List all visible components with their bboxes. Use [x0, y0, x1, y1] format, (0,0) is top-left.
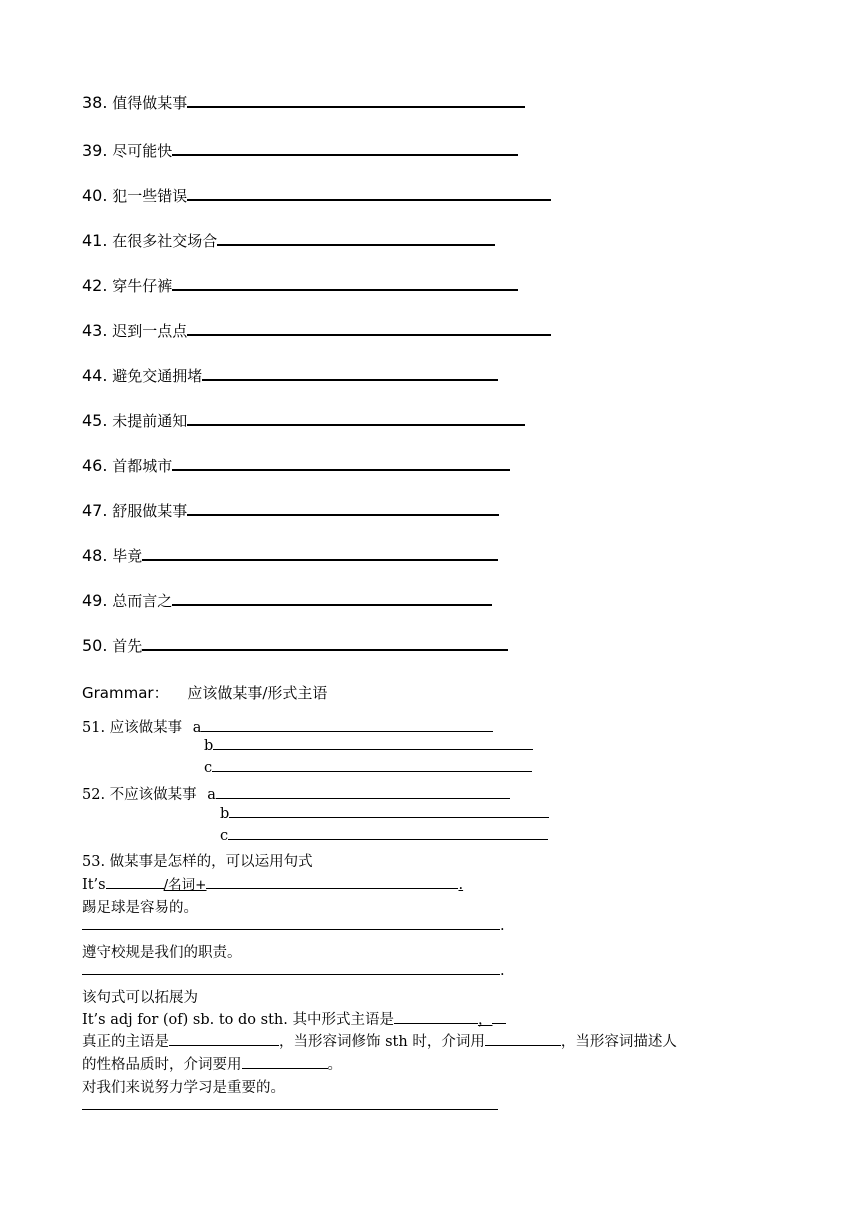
answer-blank[interactable] [206, 887, 458, 889]
answer-blank[interactable] [394, 1022, 478, 1024]
answer-blank[interactable] [187, 513, 499, 516]
answer-blank[interactable] [485, 1044, 561, 1046]
item-45 [82, 410, 525, 431]
question-number: 52. [82, 787, 106, 803]
pattern-start: It’s [82, 877, 106, 893]
option-label: b [204, 738, 214, 754]
item-number: 43. [82, 321, 108, 340]
item-text: 首先 [112, 637, 143, 655]
item-text: 值得做某事 [112, 94, 188, 112]
item-text: 迟到一点点 [112, 322, 188, 340]
extend-pattern: It’s adj for (of) sb. to do sth. [82, 1012, 288, 1028]
answer-blank[interactable] [202, 378, 498, 381]
extend-text: ，当形容词修饰 sth 时，介词用 [279, 1034, 485, 1050]
extend-punct: ， [477, 1012, 493, 1028]
question-text: 应该做某事 [109, 720, 183, 736]
answer-blank[interactable] [228, 838, 548, 840]
item-44 [82, 365, 498, 386]
item-39 [82, 140, 518, 161]
answer-blank[interactable] [216, 797, 510, 799]
question-52-c [220, 828, 548, 844]
item-47 [82, 500, 499, 521]
item-text: 舒服做某事 [112, 502, 188, 520]
item-number: 45. [82, 411, 108, 430]
sentence-pattern [82, 873, 463, 893]
answer-blank[interactable] [229, 816, 549, 818]
answer-blank[interactable] [187, 423, 525, 426]
question-52-b [220, 806, 549, 822]
answer-blank[interactable] [142, 558, 498, 561]
extend-text: 。 [327, 1057, 342, 1073]
item-number: 46. [82, 456, 108, 475]
grammar-title: 应该做某事/形式主语 [187, 684, 328, 702]
answer-blank[interactable] [242, 1067, 328, 1069]
item-number: 47. [82, 501, 108, 520]
question-number: 51. [82, 720, 106, 736]
option-label: c [204, 760, 213, 776]
extend-text: 真正的主语是 [82, 1034, 169, 1050]
answer-blank[interactable] [187, 105, 525, 108]
grammar-label: Grammar： [82, 684, 169, 702]
extend-text: 的性格品质时，介词要用 [82, 1057, 242, 1073]
example-3-answer [82, 1098, 498, 1114]
item-text: 毕竟 [112, 547, 143, 565]
answer-blank[interactable] [82, 973, 500, 975]
item-number: 48. [82, 546, 108, 565]
item-48 [82, 545, 498, 566]
answer-blank[interactable] [217, 243, 495, 246]
extend-text: ，当形容词描述人 [560, 1034, 677, 1050]
item-38 [82, 92, 525, 113]
extend-note: 该句式可以拓展为 [82, 990, 198, 1006]
extend-line-1 [82, 1008, 506, 1029]
pattern-end: . [458, 877, 464, 893]
question-text: 不应该做某事 [109, 787, 197, 803]
period: . [500, 963, 505, 979]
item-text: 总而言之 [112, 592, 173, 610]
grammar-heading [82, 682, 327, 703]
answer-blank[interactable] [82, 928, 500, 930]
question-51 [82, 716, 493, 737]
answer-blank[interactable] [492, 1022, 506, 1024]
item-text: 穿牛仔裤 [112, 277, 173, 295]
answer-blank[interactable] [201, 730, 493, 732]
item-49 [82, 590, 492, 611]
item-46 [82, 455, 510, 476]
answer-blank[interactable] [172, 153, 518, 156]
extend-text: 其中形式主语是 [292, 1012, 394, 1028]
item-number: 42. [82, 276, 108, 295]
example-3: 对我们来说努力学习是重要的。 [82, 1080, 285, 1096]
pattern-mid: /名词+ [163, 877, 207, 893]
item-text: 未提前通知 [112, 412, 188, 430]
item-text: 避免交通拥堵 [112, 367, 203, 385]
item-40 [82, 185, 551, 206]
option-label: a [207, 787, 216, 803]
example-2-answer [82, 963, 505, 979]
answer-blank[interactable] [172, 288, 518, 291]
answer-blank[interactable] [172, 603, 492, 606]
item-43 [82, 320, 551, 341]
extend-line-2 [82, 1030, 677, 1051]
answer-blank[interactable] [142, 648, 508, 651]
answer-blank[interactable] [187, 333, 551, 336]
answer-blank[interactable] [172, 468, 510, 471]
item-number: 40. [82, 186, 108, 205]
option-label: c [220, 828, 229, 844]
question-number: 53. [82, 854, 106, 870]
question-text: 做某事是怎样的，可以运用句式 [109, 854, 313, 870]
answer-blank[interactable] [213, 748, 533, 750]
question-51-c [204, 760, 532, 776]
item-41 [82, 230, 495, 251]
answer-blank[interactable] [169, 1044, 279, 1046]
question-52 [82, 783, 510, 804]
item-number: 39. [82, 141, 108, 160]
period: . [500, 918, 505, 934]
item-number: 44. [82, 366, 108, 385]
option-label: b [220, 806, 230, 822]
example-1: 踢足球是容易的。 [82, 900, 198, 916]
option-label: a [192, 720, 202, 736]
item-number: 41. [82, 231, 108, 250]
question-51-b [204, 738, 533, 754]
example-2: 遵守校规是我们的职责。 [82, 945, 242, 961]
item-text: 犯一些错误 [112, 187, 188, 205]
item-text: 尽可能快 [112, 142, 173, 160]
item-text: 在很多社交场合 [112, 232, 218, 250]
answer-blank[interactable] [187, 198, 551, 201]
extend-line-3 [82, 1053, 342, 1074]
answer-blank[interactable] [212, 770, 532, 772]
answer-blank[interactable] [106, 887, 164, 889]
item-number: 38. [82, 93, 108, 112]
item-42 [82, 275, 518, 296]
item-number: 49. [82, 591, 108, 610]
answer-blank[interactable] [82, 1108, 498, 1110]
item-text: 首都城市 [112, 457, 173, 475]
item-50 [82, 635, 508, 656]
item-number: 50. [82, 636, 108, 655]
question-53 [82, 850, 313, 871]
example-1-answer [82, 918, 505, 934]
